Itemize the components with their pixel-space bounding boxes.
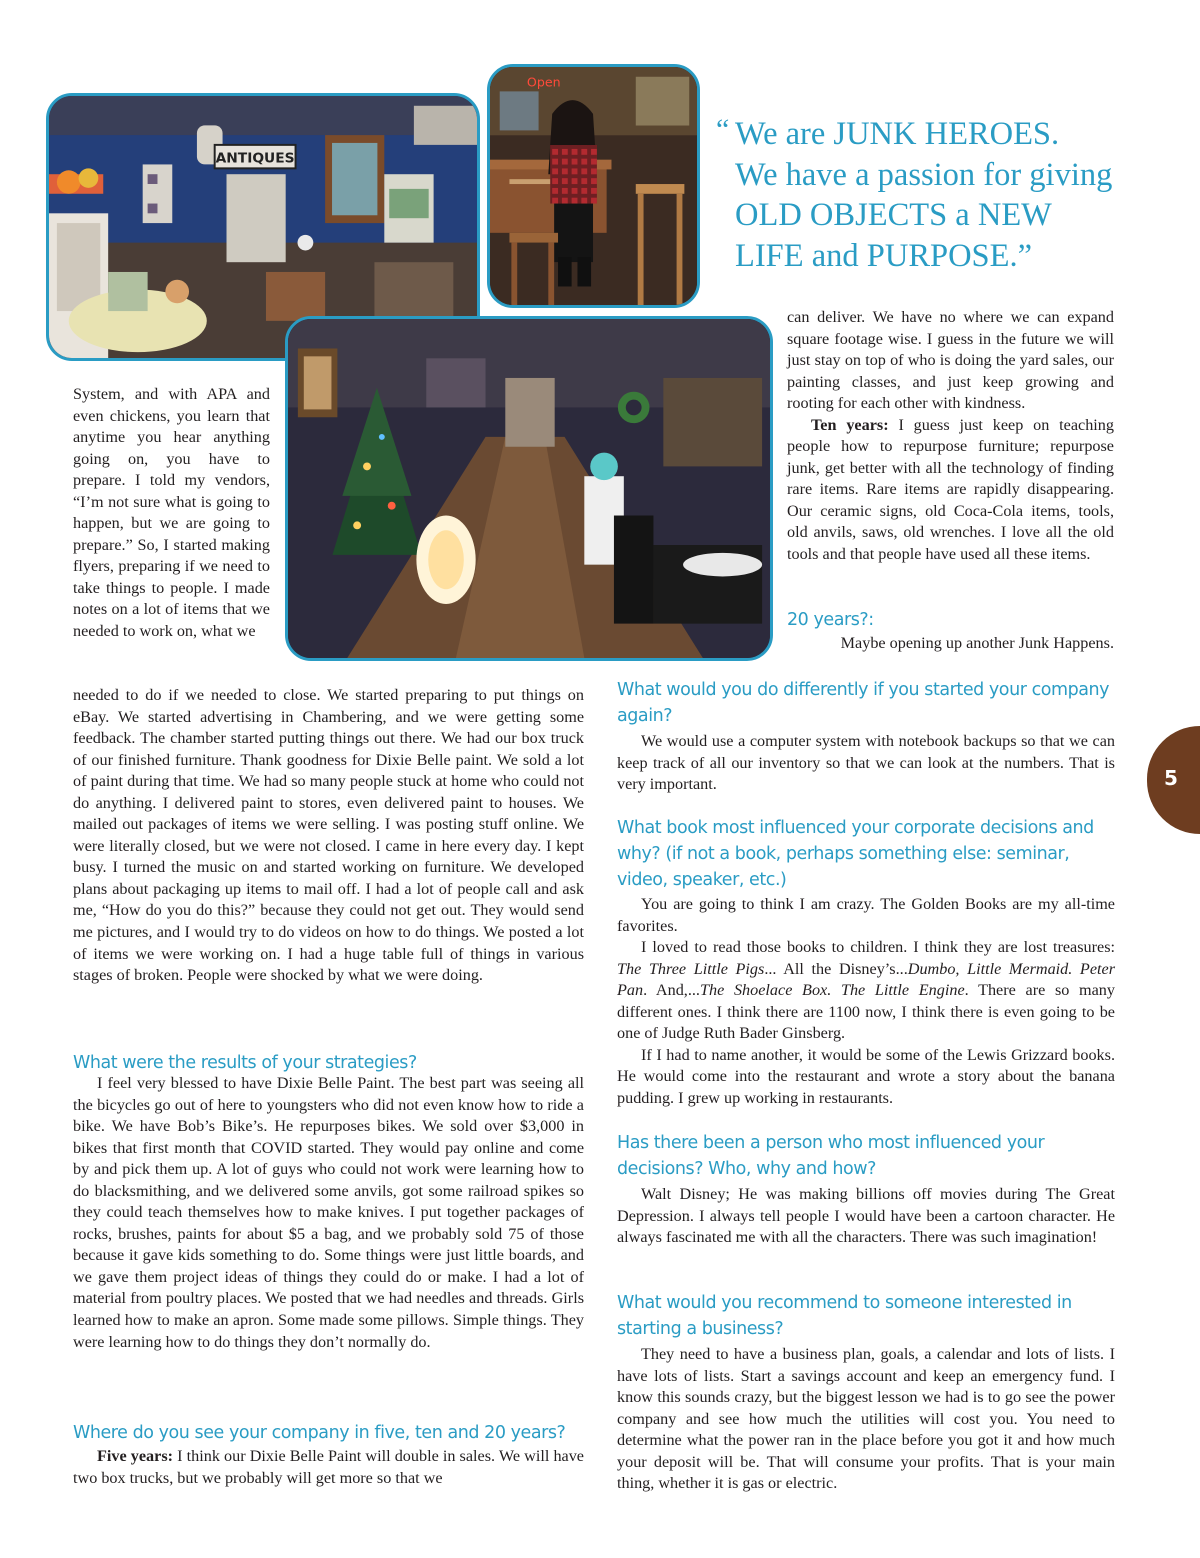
photo-store-aisle [285, 316, 773, 661]
page-number: 5 [1164, 766, 1178, 790]
heading-results: What were the results of your strategies? [73, 1053, 417, 1073]
five-years-label: Five years: [97, 1447, 174, 1465]
five-years-paragraph [73, 1446, 584, 1489]
heading-differently: What would you do differently if you started your company again? [617, 680, 1110, 726]
narrow-column-text [73, 384, 270, 643]
photo-owner-image [490, 67, 697, 305]
book-text: . There are so many different ones. I think there are 1100 now, I think there is even going to be one of Judge Ruth Bader Ginsberg. [617, 981, 1115, 1043]
heading-twenty-years: 20 years?: [787, 610, 874, 630]
book-title: The Three Little Pigs [617, 959, 765, 978]
book-title: The Shoelace Box. The Little Engine [699, 981, 965, 1000]
page-number-tab [1147, 726, 1200, 834]
photo-store-aisle-image [288, 319, 770, 658]
ten-years-paragraph [787, 415, 1114, 566]
open-sign: Open [526, 74, 561, 90]
pull-quote-open-mark: “ [716, 113, 730, 146]
book-paragraph-1: You are going to think I am crazy. The Golden Books are my all-time favorites. [617, 895, 1115, 935]
book-text: . And,... [643, 981, 700, 1000]
ten-years-text: I guess just keep on teaching people how to repurpose furniture; repurpose junk, get better with all the technology of finding rare items. Rare items are rapidly disappearing. Our ceramic signs, old Coca-Cola items, tools, old anvils, saws, old wrenches. I love all the old tools and that people have used all these items. [787, 415, 1114, 564]
book-section [617, 894, 1115, 1109]
upper-right-paragraph: can deliver. We have no where we can expand square footage wise. I guess in the future we will just stay on top of who is doing the yard sales, our painting classes, and just keep growing and rooting for each other with kindness. [787, 308, 1114, 413]
photo-owner-at-counter [487, 64, 700, 308]
left-column-text [73, 685, 584, 987]
ten-years-label: Ten years: [811, 415, 889, 434]
twenty-years-text: Maybe opening up another Junk Happens. [840, 634, 1114, 652]
pull-quote-line: We have a passion for giving [735, 156, 1113, 193]
pull-quote [716, 114, 1166, 276]
five-years-section [73, 1446, 584, 1489]
left-column-paragraph: needed to do if we needed to close. We started preparing to put things on eBay. We started advertising in Chambering, and we were getting some feedback. The chamber started putting things out there. We had our box truck of our finished furniture. Thank goodness for Dixie Belle paint. We sold a lot of paint during that time. We had so many people stuck at home who could not do anything. I delivered paint to stores, even delivered paint to houses. We mailed out packages of items we were selling. I was posting stuff online. We were literally closed, but we were not closed. I came in here every day. I kept busy. I turned the music on and started working on furniture. We developed plans about packaging up items to mail off. I had a lot of people call and ask me, “How do you do this?” because they could not get out. They would send me pictures, and I would try to do videos on how to do things. We posted a lot of items we were working on. I had a huge table full of things in various stages of broken. People were shocked by what we were doing. [73, 686, 584, 985]
heading-recommend: What would you recommend to someone interested in starting a business? [617, 1293, 1072, 1339]
five-years-text: I think our Dixie Belle Paint will double in sales. We will have two box trucks, but we probably will get more so that we [73, 1447, 584, 1487]
recommend-paragraph: They need to have a business plan, goals, a calendar and lots of lists. I have lots of lists. Start a savings account and keep an emergency fund. I know this sounds crazy, but the biggest lesson we had is to go see the power company and see how much the utilities will cost you. You need to determine what the power ran in the place before you got it and how much your deposit will be. That will consume your profits. That is your main thing, whether it is gas or electric. [617, 1345, 1115, 1493]
pull-quote-line: LIFE and PURPOSE.” [735, 237, 1033, 274]
person-paragraph: Walt Disney; He was making billions off movies during The Great Depression. I always tell people I would have been a cartoon character. He always fascinated me with all the characters. There was such imagination! [617, 1185, 1115, 1247]
results-paragraph: I feel very blessed to have Dixie Belle Paint. The best part was seeing all the bicycles go out of here to youngsters who did not even know how to ride a bike. We have Bob’s Bike’s. He repurposes bikes. We sold over $3,000 in bikes that first month that COVID started. They would pay online and come by and pick them up. A lot of guys who could not work were learning how to do blacksmithing, and we delivered some anvils, got some railroad spikes so they could teach themselves how to make knives. I put together packages of rocks, brushes, paints for about $5 a bag, and we probably sold 75 of those because it gave kids something to do. Some things were just little boards, and we gave them project ideas of things they could do or make. I had a lot of material from poultry places. We posted that we had needles and threads. Girls learned how to make an apron. Some made some pillows. Simple things. They were learning how to do things they don’t normally do. [73, 1074, 584, 1351]
heading-person: Has there been a person who most influenced your decisions? Who, why and how? [617, 1133, 1045, 1179]
pull-quote-line: We are JUNK HEROES. [735, 116, 1060, 152]
book-paragraph-3: If I had to name another, it would be some of the Lewis Grizzard books. He would come into the restaurant and wrote a story about the banana pudding. I grew up working in restaurants. [617, 1045, 1115, 1107]
book-title: Dumbo, Little Mermaid. Peter Pan [617, 959, 1115, 1000]
pull-quote-line: OLD OBJECTS a NEW [735, 197, 1052, 233]
book-paragraph-2 [617, 937, 1115, 1045]
person-section [617, 1184, 1115, 1249]
narrow-column-paragraph: System, and with APA and even chickens, you learn that anytime you hear anything going on, you have to prepare. I told my vendors, “I’m not sure what is going to happen, but we are going to prepare.” So, I started making flyers, preparing if we need to take things to people. I made notes on a lot of items that we needed to work on, what we [73, 385, 270, 641]
heading-book: What book most influenced your corporate decisions and why? (if not a book, perhaps something else: seminar, video, speaker, etc.) [617, 818, 1094, 890]
differently-section [617, 731, 1115, 796]
antiques-sign: ANTIQUES [215, 150, 295, 167]
differently-paragraph: We would use a computer system with notebook backups so that we can keep track of all our inventory so that we can look at the numbers. That is very important. [617, 732, 1115, 794]
recommend-section [617, 1344, 1115, 1495]
book-text: I loved to read those books to children. I think they are lost treasures: [641, 938, 1115, 957]
results-section [73, 1073, 584, 1353]
heading-future: Where do you see your company in five, ten and 20 years? [73, 1423, 566, 1443]
book-text: ... All the Disney’s... [764, 959, 908, 978]
upper-right-column [787, 307, 1114, 566]
